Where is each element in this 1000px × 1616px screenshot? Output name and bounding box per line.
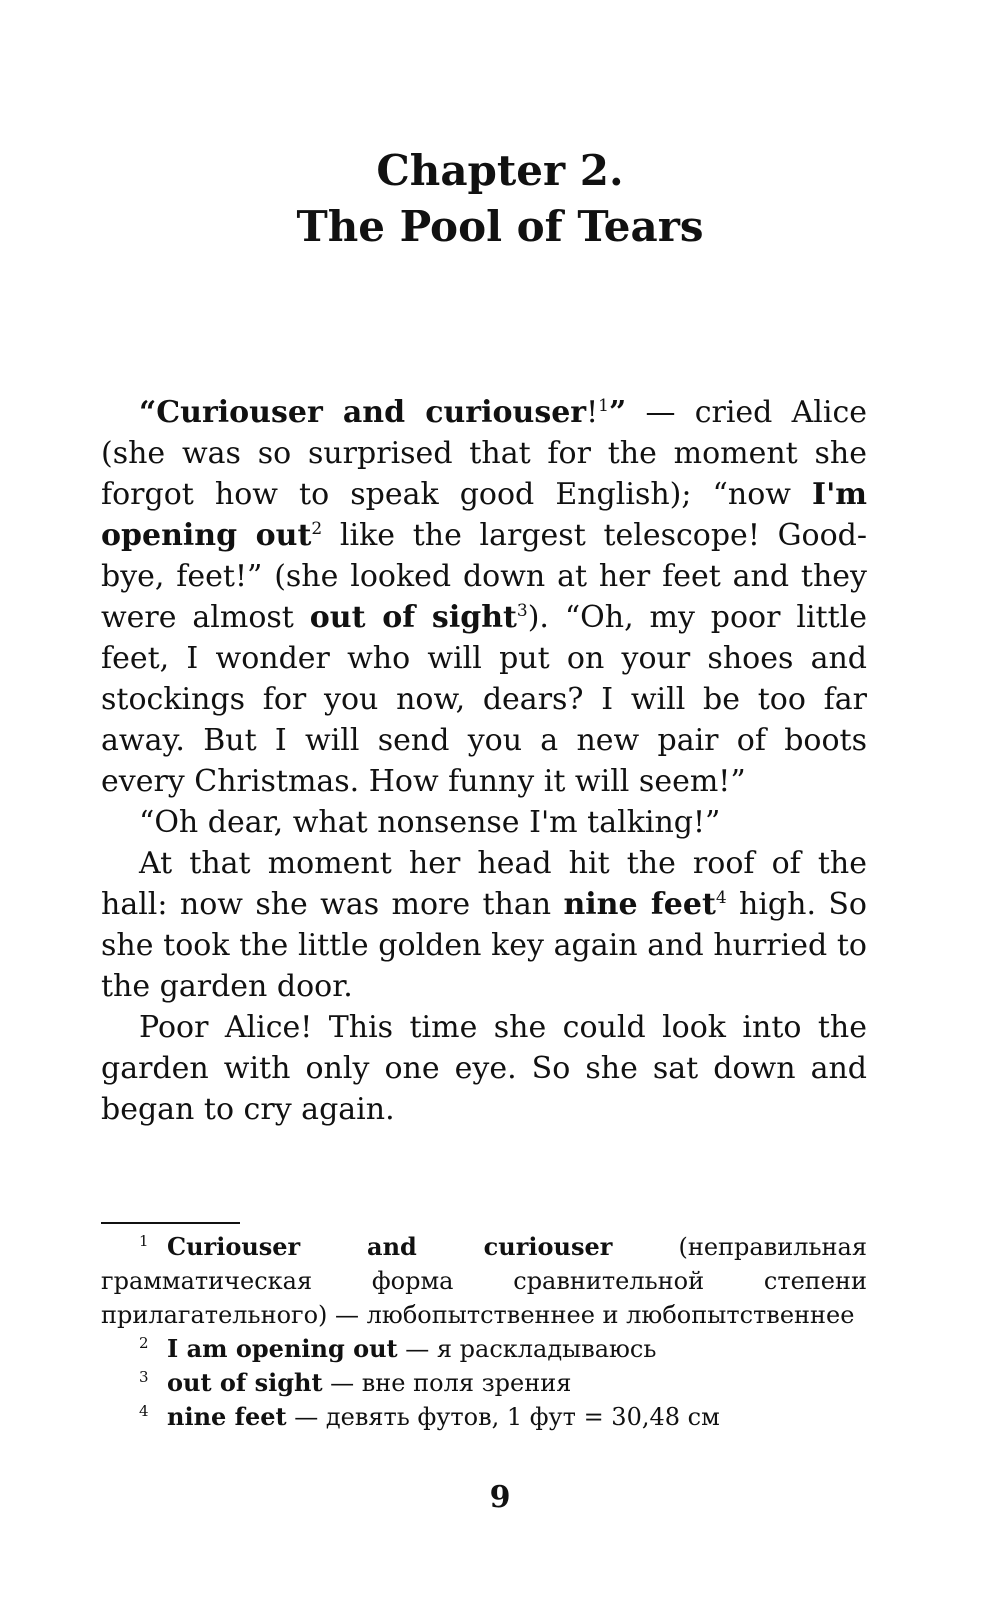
footnote-term: I am opening out (167, 1334, 398, 1363)
paragraph-1-text-a: — cried Alice (she was so surprised that for the moment she forgot how to speak good English); “now (101, 395, 868, 512)
footnote-ref-4: 4 (715, 888, 727, 908)
paragraph-3-text-a: At that moment her head hit the roof of the hall: now she was more than (101, 846, 867, 922)
footnote-term: Curiouser and curiouser (167, 1232, 613, 1261)
paragraph-1-text-b: like the largest telescope! Good-bye, feet!” (she looked down at her feet and they were almost (101, 518, 867, 635)
footnote-text: (неправильная грамматическая форма сравнительной степени прилагательного) — любопытственнее и любопытственнее (101, 1233, 867, 1329)
chapter-number: Chapter 2. (376, 146, 624, 195)
footnote-2: 2 I am opening out — я раскладываюсь (139, 1334, 657, 1363)
paragraph-1-text-c: ). “Oh, my poor little feet, I wonder who will put on your shoes and stockings for you now, dears? I will be too far away. But I will send you a new pair of boots every Christmas. How funny it will seem!” (101, 600, 867, 799)
paragraph-3 (101, 843, 867, 1007)
term-out-of-sight: out of sight (309, 600, 517, 635)
paragraph-3-text-b: high. So she took the little golden key again and hurried to the garden door. (101, 887, 867, 1004)
footnote-ref-2: 2 (311, 519, 323, 539)
paragraph-1 (101, 392, 867, 802)
footnote-ref-3: 3 (516, 601, 528, 621)
quote-close: ” (609, 395, 627, 430)
page-number: 9 (489, 1480, 511, 1515)
chapter-title (0, 143, 1000, 255)
term-nine-feet: nine feet (563, 887, 716, 922)
footnote-divider (101, 1222, 240, 1224)
footnote-text: — вне поля зрения (322, 1369, 572, 1397)
footnote-4: 4 nine feet — девять футов, 1 фут = 30,48 см (139, 1402, 720, 1431)
chapter-name: The Pool of Tears (296, 202, 704, 251)
chapter-body (101, 392, 867, 1130)
exclamation-mark: ! (586, 395, 599, 430)
footnote-3: 3 out of sight — вне поля зрения (139, 1368, 572, 1397)
term-curiouser: “Curiouser and curiouser (139, 395, 587, 430)
footnote-text: — я раскладываюсь (397, 1335, 657, 1363)
footnotes (101, 1230, 867, 1434)
footnote-ref-1: 1 (598, 396, 609, 416)
paragraph-2: “Oh dear, what nonsense I'm talking!” (139, 805, 721, 840)
paragraph-4: Poor Alice! This time she could look into the garden with only one eye. So she sat down and began to cry again. (101, 1010, 867, 1127)
footnote-term: nine feet (167, 1402, 287, 1431)
footnote-term: out of sight (167, 1368, 323, 1397)
footnote-text: — девять футов, 1 фут = 30,48 см (286, 1403, 720, 1431)
footnote-1: 1 Curiouser and curiouser (неправильная грамматическая форма сравнительной степени прилагательного) — любопытственнее и любопытственнее (101, 1232, 867, 1329)
term-opening-out: I'm opening out (101, 477, 867, 553)
